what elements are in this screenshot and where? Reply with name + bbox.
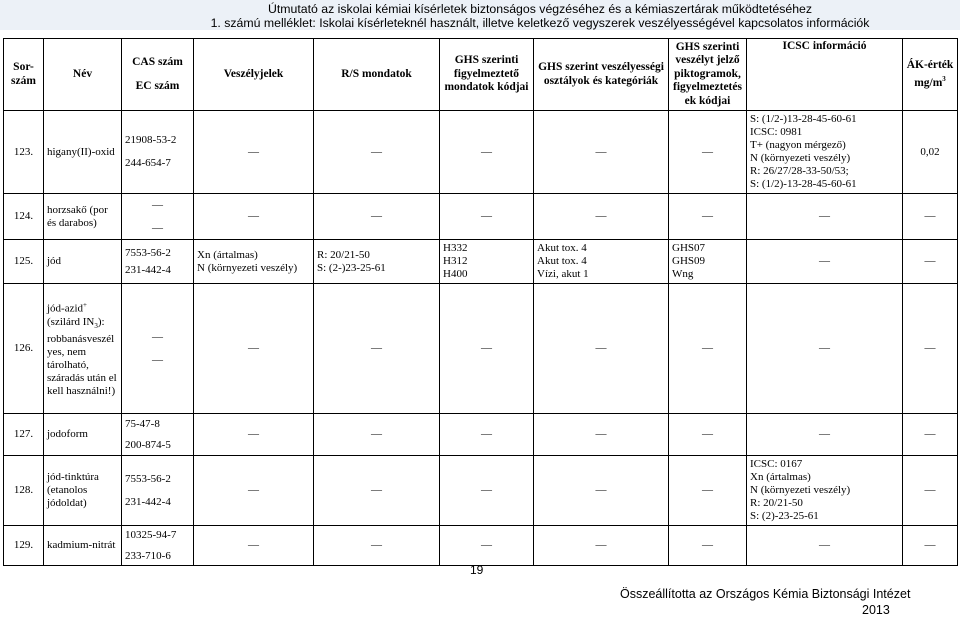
ghs-pictogram: GHS07 [672,242,706,254]
rs-phrases: — [314,194,440,240]
s-phrase: S: (2-)23-25-61 [317,261,386,274]
page-number: 19 [470,563,484,577]
rs-phrases [314,240,440,284]
cas-number: — [152,198,163,211]
cas-ec-cell [122,111,194,194]
col-header-icsc: ICSC információ [747,39,903,111]
substance-name-sub: 3 [94,321,98,330]
substance-name-part: ): robbanásveszél yes, nem tárolható, száradás után el kell használni!) [47,315,117,397]
ghs-pictograms: — [669,456,747,526]
col-header-cas-ec [122,39,194,111]
cas-ec-cell [122,526,194,566]
cas-ec-cell [122,284,194,414]
row-number: 129. [4,526,44,566]
substance-name: jód [44,240,122,284]
r-phrase: R: 20/21-50 [317,248,370,261]
col-header-ak-unit-exp: 3 [942,74,946,83]
ghs-class: Akut tox. 4 [537,242,587,254]
icsc-line: N (környezeti veszély) [750,484,851,496]
ghs-statements: — [440,456,534,526]
ghs-statement: H400 [443,268,468,280]
ghs-statements: — [440,526,534,566]
ec-number: 231-442-4 [125,495,171,508]
icsc-line: S: (1/2-)13-28-45-60-61 [750,113,857,125]
hazard-symbols: — [194,284,314,414]
row-number: 124. [4,194,44,240]
ec-number: 244-654-7 [125,157,171,169]
cas-number: — [152,330,163,343]
icsc-info: — [747,194,903,240]
ghs-pictograms [669,240,747,284]
ec-number: 200-874-5 [125,438,171,451]
icsc-info [747,111,903,194]
col-header-nev: Név [44,39,122,111]
col-header-ec: EC szám [135,79,180,92]
col-header-cas: CAS szám [132,56,183,68]
icsc-line: S: (1/2)-13-28-45-60-61 [750,178,857,190]
ghs-statements [440,240,534,284]
icsc-line: S: (2)-23-25-61 [750,510,819,522]
ghs-classes: — [534,111,669,194]
rs-phrases: — [314,456,440,526]
rs-phrases: — [314,284,440,414]
table-row-125 [4,240,958,284]
hazard-symbols: — [194,111,314,194]
table-row-128 [4,456,958,526]
ghs-signal-word: Wng [672,268,694,280]
cas-number: 21908-53-2 [125,134,177,146]
ak-value: — [903,526,958,566]
hazard-symbols: — [194,414,314,456]
row-number: 126. [4,284,44,414]
rs-phrases: — [314,414,440,456]
icsc-info: — [747,414,903,456]
ghs-pictograms: — [669,526,747,566]
ghs-classes: — [534,284,669,414]
ghs-classes: — [534,526,669,566]
ak-value: 0,02 [903,111,958,194]
ghs-classes [534,240,669,284]
row-number: 125. [4,240,44,284]
icsc-line: T+ (nagyon mérgező) [750,139,846,151]
row-number: 128. [4,456,44,526]
substance-name [44,284,122,414]
document-title: Útmutató az iskolai kémiai kísérletek biztonságos végzéséhez és a kémiaszertárak működtetéséhez [267,2,813,16]
substance-name: horzsakő (por és darabos) [44,194,122,240]
rs-phrases: — [314,526,440,566]
col-header-ak [903,39,958,111]
substance-name-part: jód-azid [47,302,84,315]
col-header-ghs-osztalyok: GHS szerint veszélyességi osztályok és kategóriák [534,39,669,111]
table-row-127 [4,414,958,456]
hazard-symbol-line: Xn (ártalmas) [197,248,258,261]
ghs-pictograms: — [669,284,747,414]
cas-number: 75-47-8 [125,417,160,430]
ak-value: — [903,284,958,414]
ghs-pictograms: — [669,111,747,194]
ghs-statements: — [440,194,534,240]
cas-number: 7553-56-2 [125,246,171,259]
substance-name-sup: + [83,301,87,310]
cas-number: 10325-94-7 [125,528,177,541]
col-header-ak-unit: mg/m [914,76,943,89]
footer-author: Összeállította az Országos Kémia Biztonsági Intézet [620,587,911,601]
ec-number: — [152,221,163,234]
ghs-statements: — [440,414,534,456]
ghs-statement: H332 [443,242,468,254]
col-header-ak-label: ÁK-érték [906,59,954,72]
ghs-pictogram: GHS09 [672,255,706,267]
cas-ec-cell [122,456,194,526]
hazard-symbol-line: N (környezeti veszély) [197,261,298,274]
cas-ec-cell [122,194,194,240]
ghs-classes: — [534,194,669,240]
col-header-ghs-piktogramok: GHS szerinti veszélyt jelző piktogramok, figyelmeztetés ek kódjai [669,39,747,111]
substance-name: kadmium-nitrát [44,526,122,566]
ec-number: 233-710-6 [125,549,171,562]
cas-ec-cell [122,240,194,284]
hazard-symbols: — [194,526,314,566]
table-row-124 [4,194,958,240]
ak-value: — [903,240,958,284]
hazard-symbols: — [194,456,314,526]
ghs-class: Vízi, akut 1 [537,268,589,280]
icsc-line: N (környezeti veszély) [750,152,851,164]
hazard-symbols: — [194,194,314,240]
table-row-123 [4,111,958,194]
ghs-statements: — [440,284,534,414]
table-header-row [4,39,958,111]
icsc-line: R: 26/27/28-33-50/53; [750,165,849,177]
icsc-line: ICSC: 0167 [750,458,803,470]
substance-name: higany(II)-oxid [44,111,122,194]
icsc-info: — [747,240,903,284]
ghs-pictograms: — [669,194,747,240]
col-header-rs: R/S mondatok [314,39,440,111]
ec-number: 231-442-4 [125,263,171,276]
ak-value: — [903,414,958,456]
hazard-symbols [194,240,314,284]
ak-value: — [903,194,958,240]
icsc-info: — [747,284,903,414]
ghs-statement: H312 [443,255,468,267]
row-number: 127. [4,414,44,456]
icsc-line: Xn (ártalmas) [750,471,811,483]
footer-year: 2013 [862,603,890,617]
icsc-info: — [747,526,903,566]
icsc-line: R: 20/21-50 [750,497,803,509]
ghs-pictograms: — [669,414,747,456]
ec-number: — [152,353,163,366]
col-header-sorszam: Sor-szám [4,39,44,111]
substance-name-part: (szilárd IN [47,315,95,328]
table-row-129 [4,526,958,566]
ghs-classes: — [534,456,669,526]
row-number: 123. [4,111,44,194]
rs-phrases: — [314,111,440,194]
icsc-info [747,456,903,526]
ghs-classes: — [534,414,669,456]
col-header-veszelyjelek: Veszélyjelek [194,39,314,111]
icsc-line: ICSC: 0981 [750,126,803,138]
ghs-statements: — [440,111,534,194]
ghs-class: Akut tox. 4 [537,255,587,267]
substance-name: jód-tinktúra (etanolos jódoldat) [44,456,122,526]
col-header-ghs-mondatok: GHS szerinti figyelmeztető mondatok kódjai [440,39,534,111]
cas-ec-cell [122,414,194,456]
hazard-table [3,38,958,566]
table-row-126 [4,284,958,414]
ak-value: — [903,456,958,526]
appendix-title: 1. számú melléklet: Iskolai kísérleteknél használt, illetve keletkező vegyszerek veszélyességével kapcsolatos információk [210,16,870,30]
cas-number: 7553-56-2 [125,472,171,485]
substance-name: jodoform [44,414,122,456]
